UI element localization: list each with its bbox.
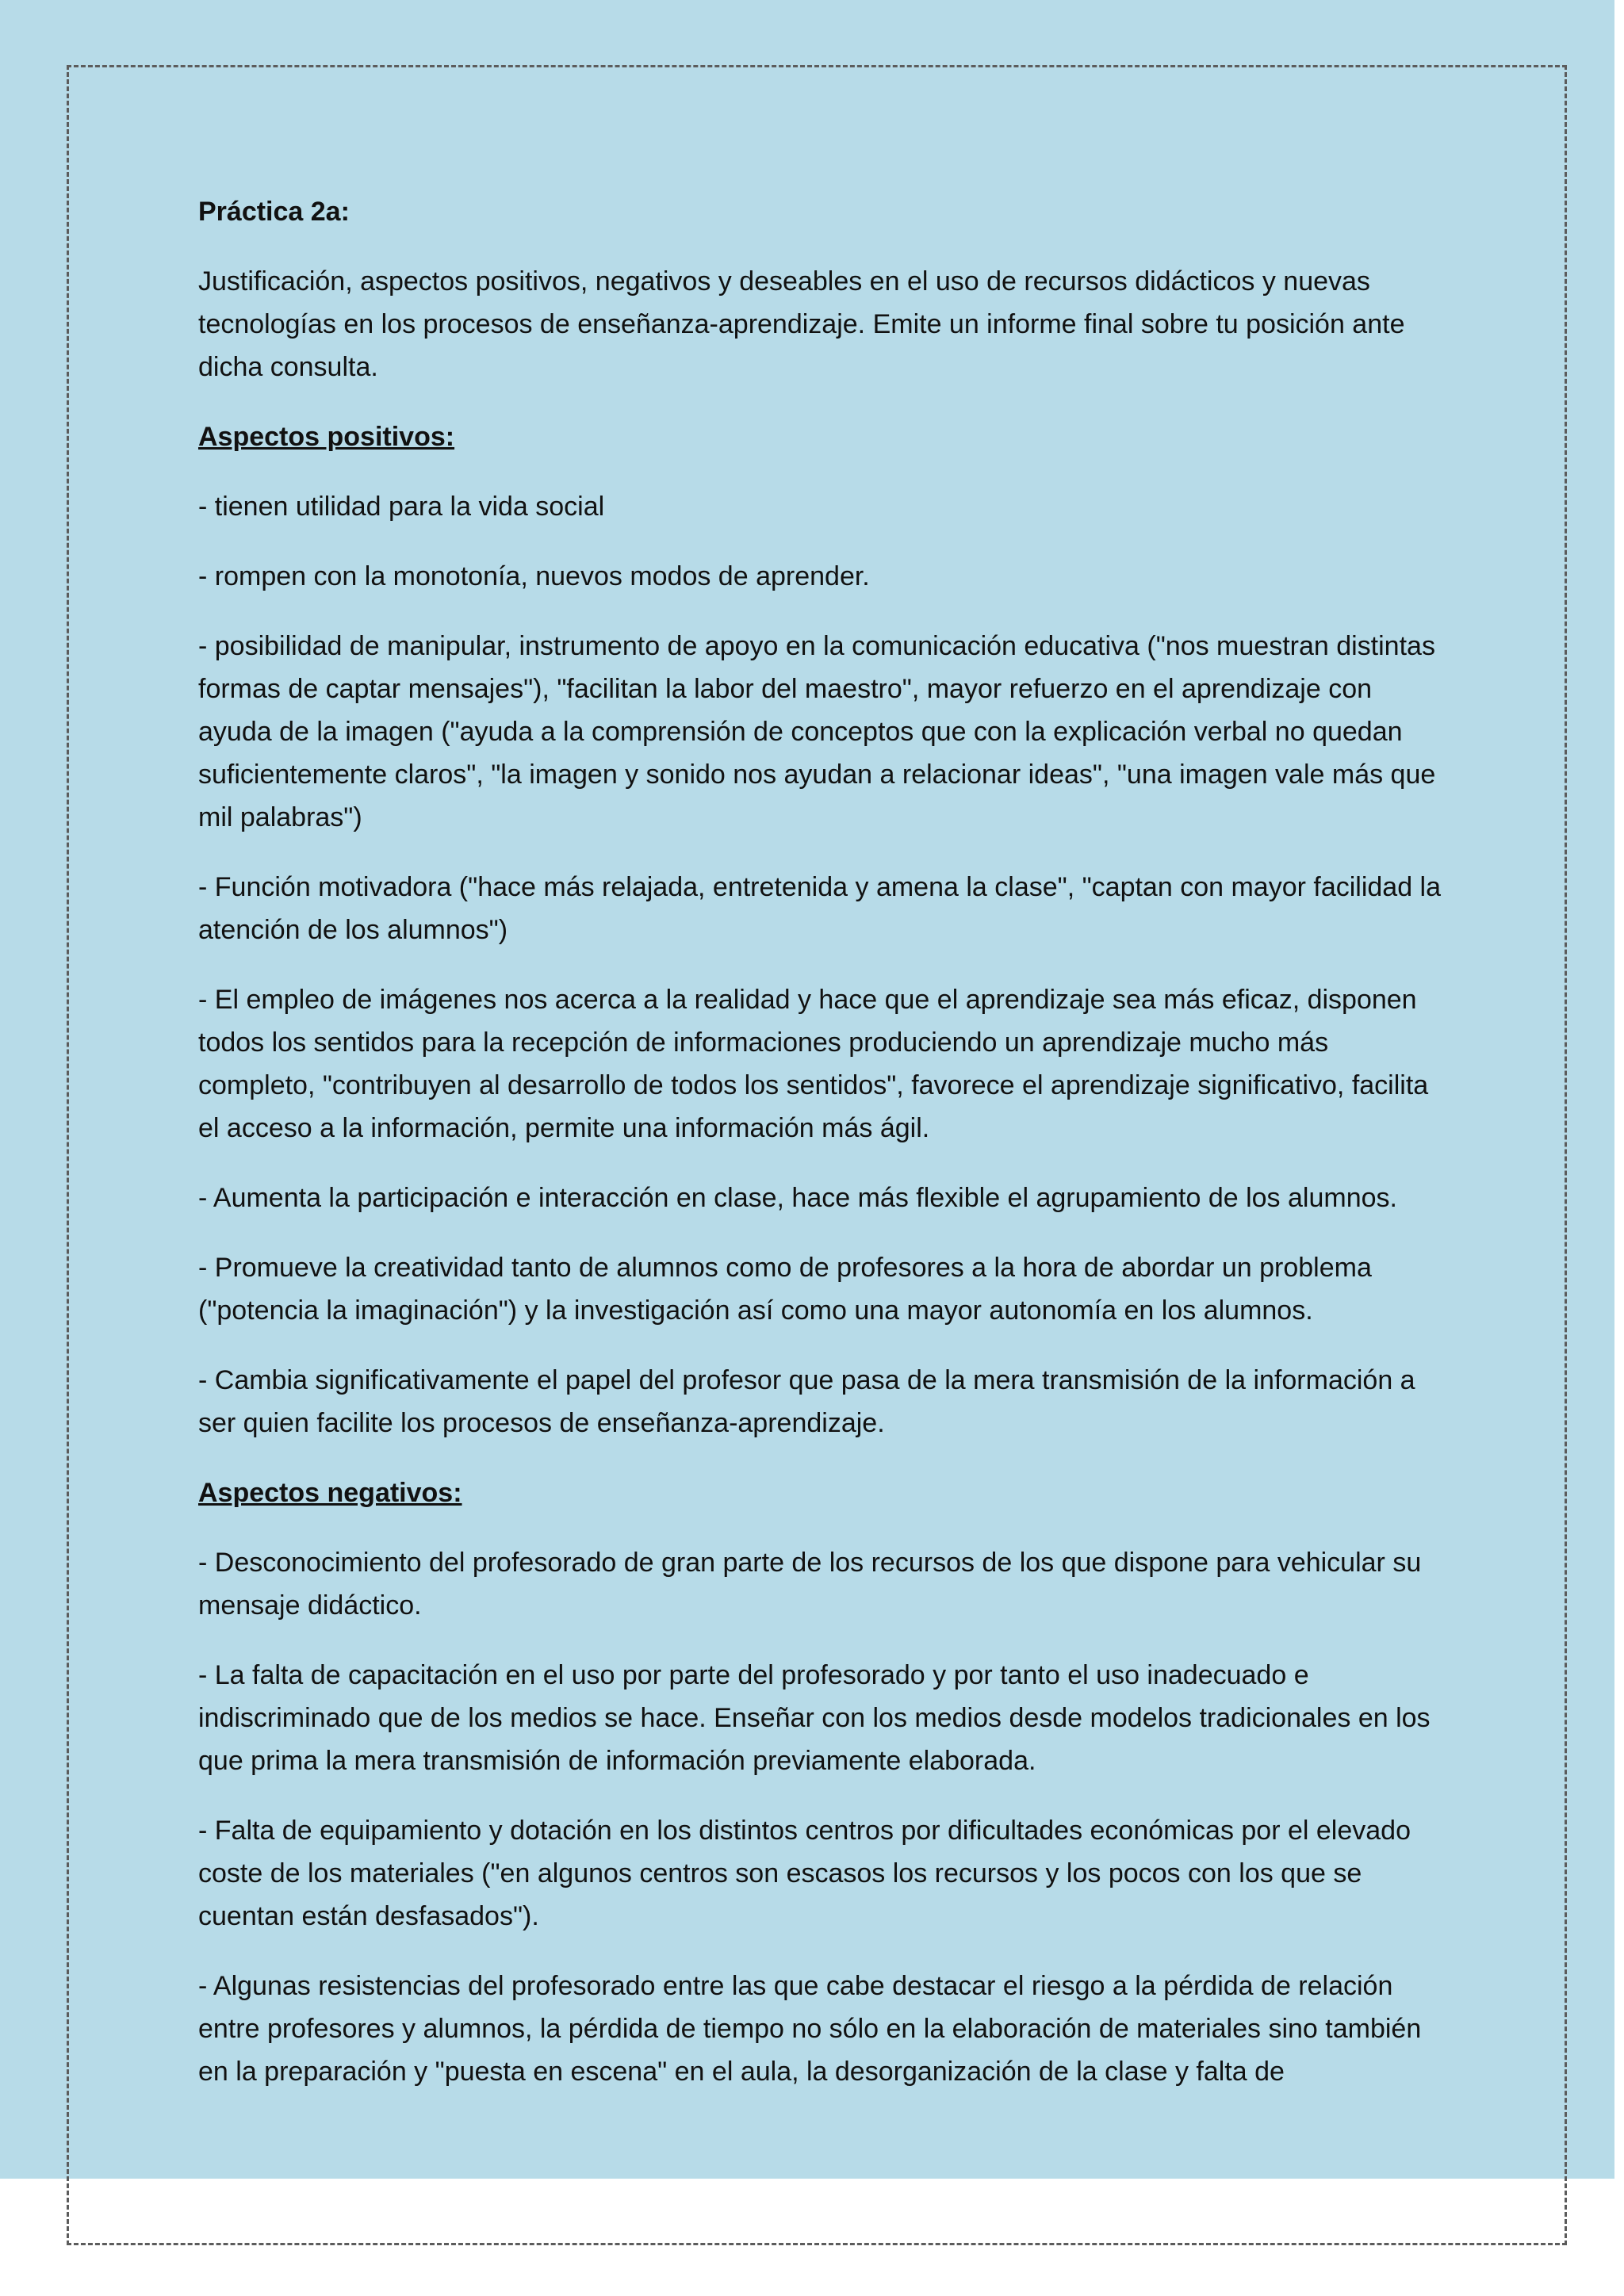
positive-aspects-heading: Aspectos positivos: [198,422,455,452]
negative-item-1: - Desconocimiento del profesorado de gran parte de los recursos de los que dispone para vehicular su mensaje didáctico. [198,1548,1422,1621]
positive-item-4: - Función motivadora ("hace más relajada, entretenida y amena la clase", "captan con mayor facilidad la atención de los alumnos") [198,872,1442,945]
positive-item-6: - Aumenta la participación e interacción en clase, hace más flexible el agrupamiento de los alumnos. [198,1183,1397,1213]
positive-item-5: - El empleo de imágenes nos acerca a la realidad y hace que el aprendizaje sea más eficaz, disponen todos los sentidos para la recepción de informaciones produciendo un aprendizaje mucho más completo, "contribuyen al desarrollo de todos los sentidos", favorece el aprendizaje significativo, facilita el acceso a la información, permite una información más ágil. [198,985,1429,1143]
negative-item-4: - Algunas resistencias del profesorado entre las que cabe destacar el riesgo a la pérdida de relación entre profesores y alumnos, la pérdida de tiempo no sólo en la elaboración de materiales sino también en la preparación y "puesta en escena" en el aula, la desorganización de la clase y falta de [198,1971,1422,2087]
positive-item-7: - Promueve la creatividad tanto de alumnos como de profesores a la hora de abordar un problema ("potencia la imaginación") y la investigación así como una mayor autonomía en los alumnos. [198,1253,1372,1326]
negative-item-2: - La falta de capacitación en el uso por parte del profesorado y por tanto el uso inadecuado e indiscriminado que de los medios se hace. Enseñar con los medios desde modelos tradicionales en los que prima la mera transmisión de información previamente elaborada. [198,1660,1431,1776]
positive-item-3: - posibilidad de manipular, instrumento de apoyo en la comunicación educativa ("nos muestran distintas formas de captar mensajes"), "facilitan la labor del maestro", mayor refuerzo en el aprendizaje con ayuda de la imagen ("ayuda a la comprensión de conceptos que con la explicación verbal no quedan suficientemente claros", "la imagen y sonido nos ayudan a relacionar ideas", "una imagen vale más que mil palabras") [198,631,1436,832]
positive-item-8: - Cambia significativamente el papel del profesor que pasa de la mera transmisión de la información a ser quien facilite los procesos de enseñanza-aprendizaje. [198,1365,1415,1438]
positive-item-2: - rompen con la monotonía, nuevos modos de aprender. [198,561,870,591]
document-title: Práctica 2a: [198,197,350,227]
negative-aspects-heading: Aspectos negativos: [198,1478,462,1508]
positive-item-1: - tienen utilidad para la vida social [198,492,605,522]
document-body [198,190,1451,2120]
intro-paragraph: Justificación, aspectos positivos, negativos y deseables en el uso de recursos didácticos y nuevas tecnologías en los procesos de enseñanza-aprendizaje. Emite un informe final sobre tu posición ante dicha consulta. [198,266,1405,382]
negative-item-3: - Falta de equipamiento y dotación en los distintos centros por dificultades económicas por el elevado coste de los materiales ("en algunos centros son escasos los recursos y los pocos con los que se cuentan están desfasados"). [198,1816,1411,1931]
